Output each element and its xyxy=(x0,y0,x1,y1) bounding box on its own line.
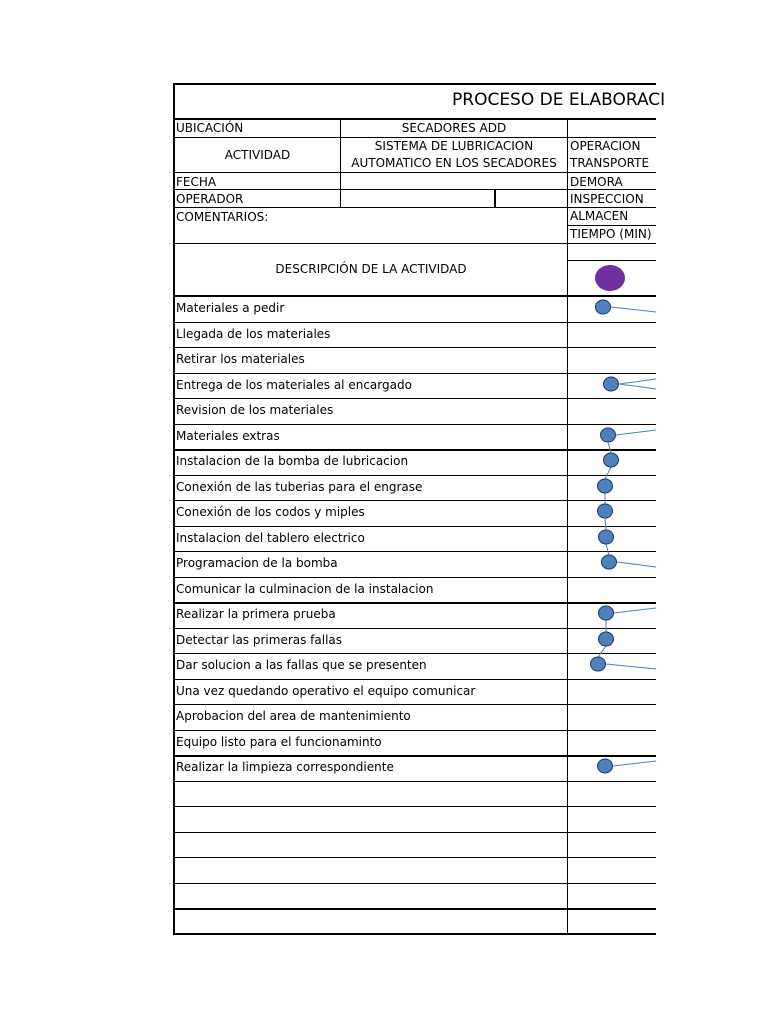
connector-line xyxy=(619,379,656,384)
operation-symbol-icon xyxy=(595,265,625,291)
legend-transporte: TRANSPORTE xyxy=(570,156,650,170)
operation-step-icon xyxy=(598,759,613,773)
operation-step-icon xyxy=(596,300,611,314)
activity-row-label: Detectar las primeras fallas xyxy=(176,633,343,647)
actividad-value-line2: AUTOMATICO EN LOS SECADORES xyxy=(351,156,557,170)
connector-line xyxy=(611,307,656,312)
activity-row-label: Equipo listo para el funcionaminto xyxy=(176,735,382,749)
activity-row-label: Programacion de la bomba xyxy=(176,556,338,570)
connector-line xyxy=(606,664,656,669)
fecha-label: FECHA xyxy=(176,175,217,189)
connector-line xyxy=(619,384,656,389)
legend-tiempo: TIEMPO (MIN) xyxy=(570,227,652,241)
activity-row-label: Aprobacion del area de mantenimiento xyxy=(176,709,411,723)
activity-row-label: Instalacion del tablero electrico xyxy=(176,531,365,545)
operation-step-icon xyxy=(599,606,614,620)
activity-row-label: Entrega de los materiales al encargado xyxy=(176,378,412,392)
connector-line xyxy=(605,518,606,530)
connector-line xyxy=(614,608,656,613)
connector-line xyxy=(616,430,656,435)
activity-row-label: Materiales a pedir xyxy=(176,301,285,315)
connector-line xyxy=(613,761,656,766)
connector-line xyxy=(608,442,611,453)
operation-step-icon xyxy=(604,377,619,391)
actividad-label: ACTIVIDAD xyxy=(224,148,291,162)
operador-label: OPERADOR xyxy=(176,192,244,206)
connector-line xyxy=(617,562,656,567)
activity-row-label: Materiales extras xyxy=(176,429,280,443)
connector-line xyxy=(606,544,609,555)
activity-row-label: Revision de los materiales xyxy=(176,403,334,417)
connector-line xyxy=(605,467,611,479)
operation-step-icon xyxy=(602,555,617,569)
comentarios-label: COMENTARIOS: xyxy=(176,210,269,224)
activity-row-label: Realizar la primera prueba xyxy=(176,607,336,621)
activity-row-label: Realizar la limpieza correspondiente xyxy=(176,760,394,774)
legend-operacion: OPERACION xyxy=(570,139,641,153)
operation-step-icon xyxy=(604,453,619,467)
operation-step-icon xyxy=(598,479,613,493)
ubicacion-value: SECADORES ADD xyxy=(401,121,507,135)
descripcion-header: DESCRIPCIÓN DE LA ACTIVIDAD xyxy=(275,262,467,276)
activity-row-label: Conexión de los codos y miples xyxy=(176,505,365,519)
legend-almacen: ALMACEN xyxy=(570,209,629,223)
connector-line xyxy=(598,646,606,657)
activity-row-label: Llegada de los materiales xyxy=(176,327,331,341)
operation-step-icon xyxy=(591,657,606,671)
legend-inspeccion: INSPECCION xyxy=(570,192,644,206)
activity-row-label: Dar solucion a las fallas que se presenten xyxy=(176,658,427,672)
legend-demora: DEMORA xyxy=(570,175,623,189)
activity-row-label: Conexión de las tuberias para el engrase xyxy=(176,480,423,494)
ubicacion-label: UBICACIÓN xyxy=(176,121,244,135)
operation-step-icon xyxy=(598,504,613,518)
page-title: PROCESO DE ELABORACI xyxy=(452,90,666,110)
activity-row-label: Comunicar la culminacion de la instalacion xyxy=(176,582,434,596)
activity-row-label: Retirar los materiales xyxy=(176,352,305,366)
actividad-value-line1: SISTEMA DE LUBRICACION xyxy=(374,139,534,153)
activity-row-label: Instalacion de la bomba de lubricacion xyxy=(176,454,409,468)
operation-step-icon xyxy=(599,530,614,544)
activity-row-label: Una vez quedando operativo el equipo comunicar xyxy=(176,684,476,698)
operation-step-icon xyxy=(599,632,614,646)
operation-step-icon xyxy=(601,428,616,442)
